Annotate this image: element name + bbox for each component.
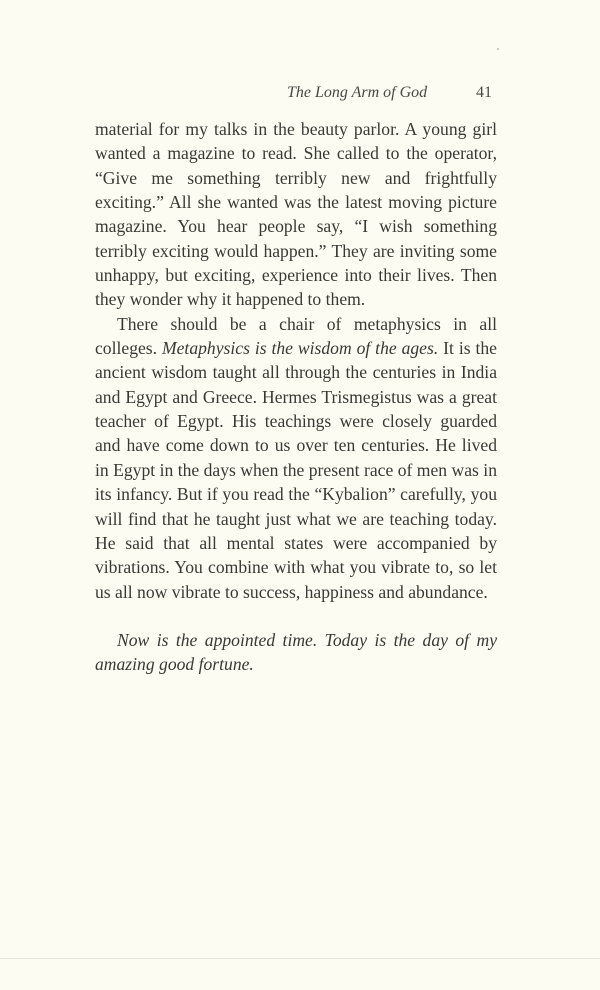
text-line: to the operator, “Give me something terribly new [95,143,497,188]
running-title: The Long Arm of God [287,84,428,101]
running-header [0,84,600,108]
body-text [95,117,497,677]
paragraph-2-rest: It is the ancient wisdom taught all through the centuries in India and Egypt and Greece. Hermes Trismegistus was a great teacher of Egypt. His teachings were closely guarded and have come down to us over ten centuries. He lived in Egypt in the days when the present race of men was in its infancy. But if you read the “Kybalion” carefully, you will find that he taught just what we are teaching today. He said that all mental states were accompanied by vibrations. You combine with what you vibrate to, so let us all now vibrate to success, happiness and abundance. [95,338,497,602]
text-line: say, “I wish something terribly exciting would [95,216,497,261]
text-line: exciting, experience into their lives. Then they [95,265,497,310]
text-line: wonder why it happened to them. [129,289,366,310]
closing-affirmation [95,628,497,677]
closing-line-2: my amazing good fortune. [95,629,497,675]
speck [497,48,499,50]
paragraph-2 [95,312,497,604]
paragraph-2-start: There should be a chair of metaphysics in all colleges. [95,313,497,359]
closing-line-1: Now is the appointed time. Today is the day of [117,629,477,650]
page-edge [0,958,600,959]
text-line: latest moving picture magazine. You hear people [95,192,497,237]
text-line: happen.” They are inviting some unhappy, but [95,240,497,286]
text-line: young girl wanted a magazine to read. She called [95,119,497,164]
text-line: and frightfully exciting.” All she wanted was the [95,167,497,213]
text-line: material for my talks in the beauty parlor. A [95,119,423,139]
paragraph-1 [95,117,497,312]
paragraph-2-italic: Metaphysics is the wisdom of the ages. [161,338,439,359]
page-number: 41 [476,84,492,101]
